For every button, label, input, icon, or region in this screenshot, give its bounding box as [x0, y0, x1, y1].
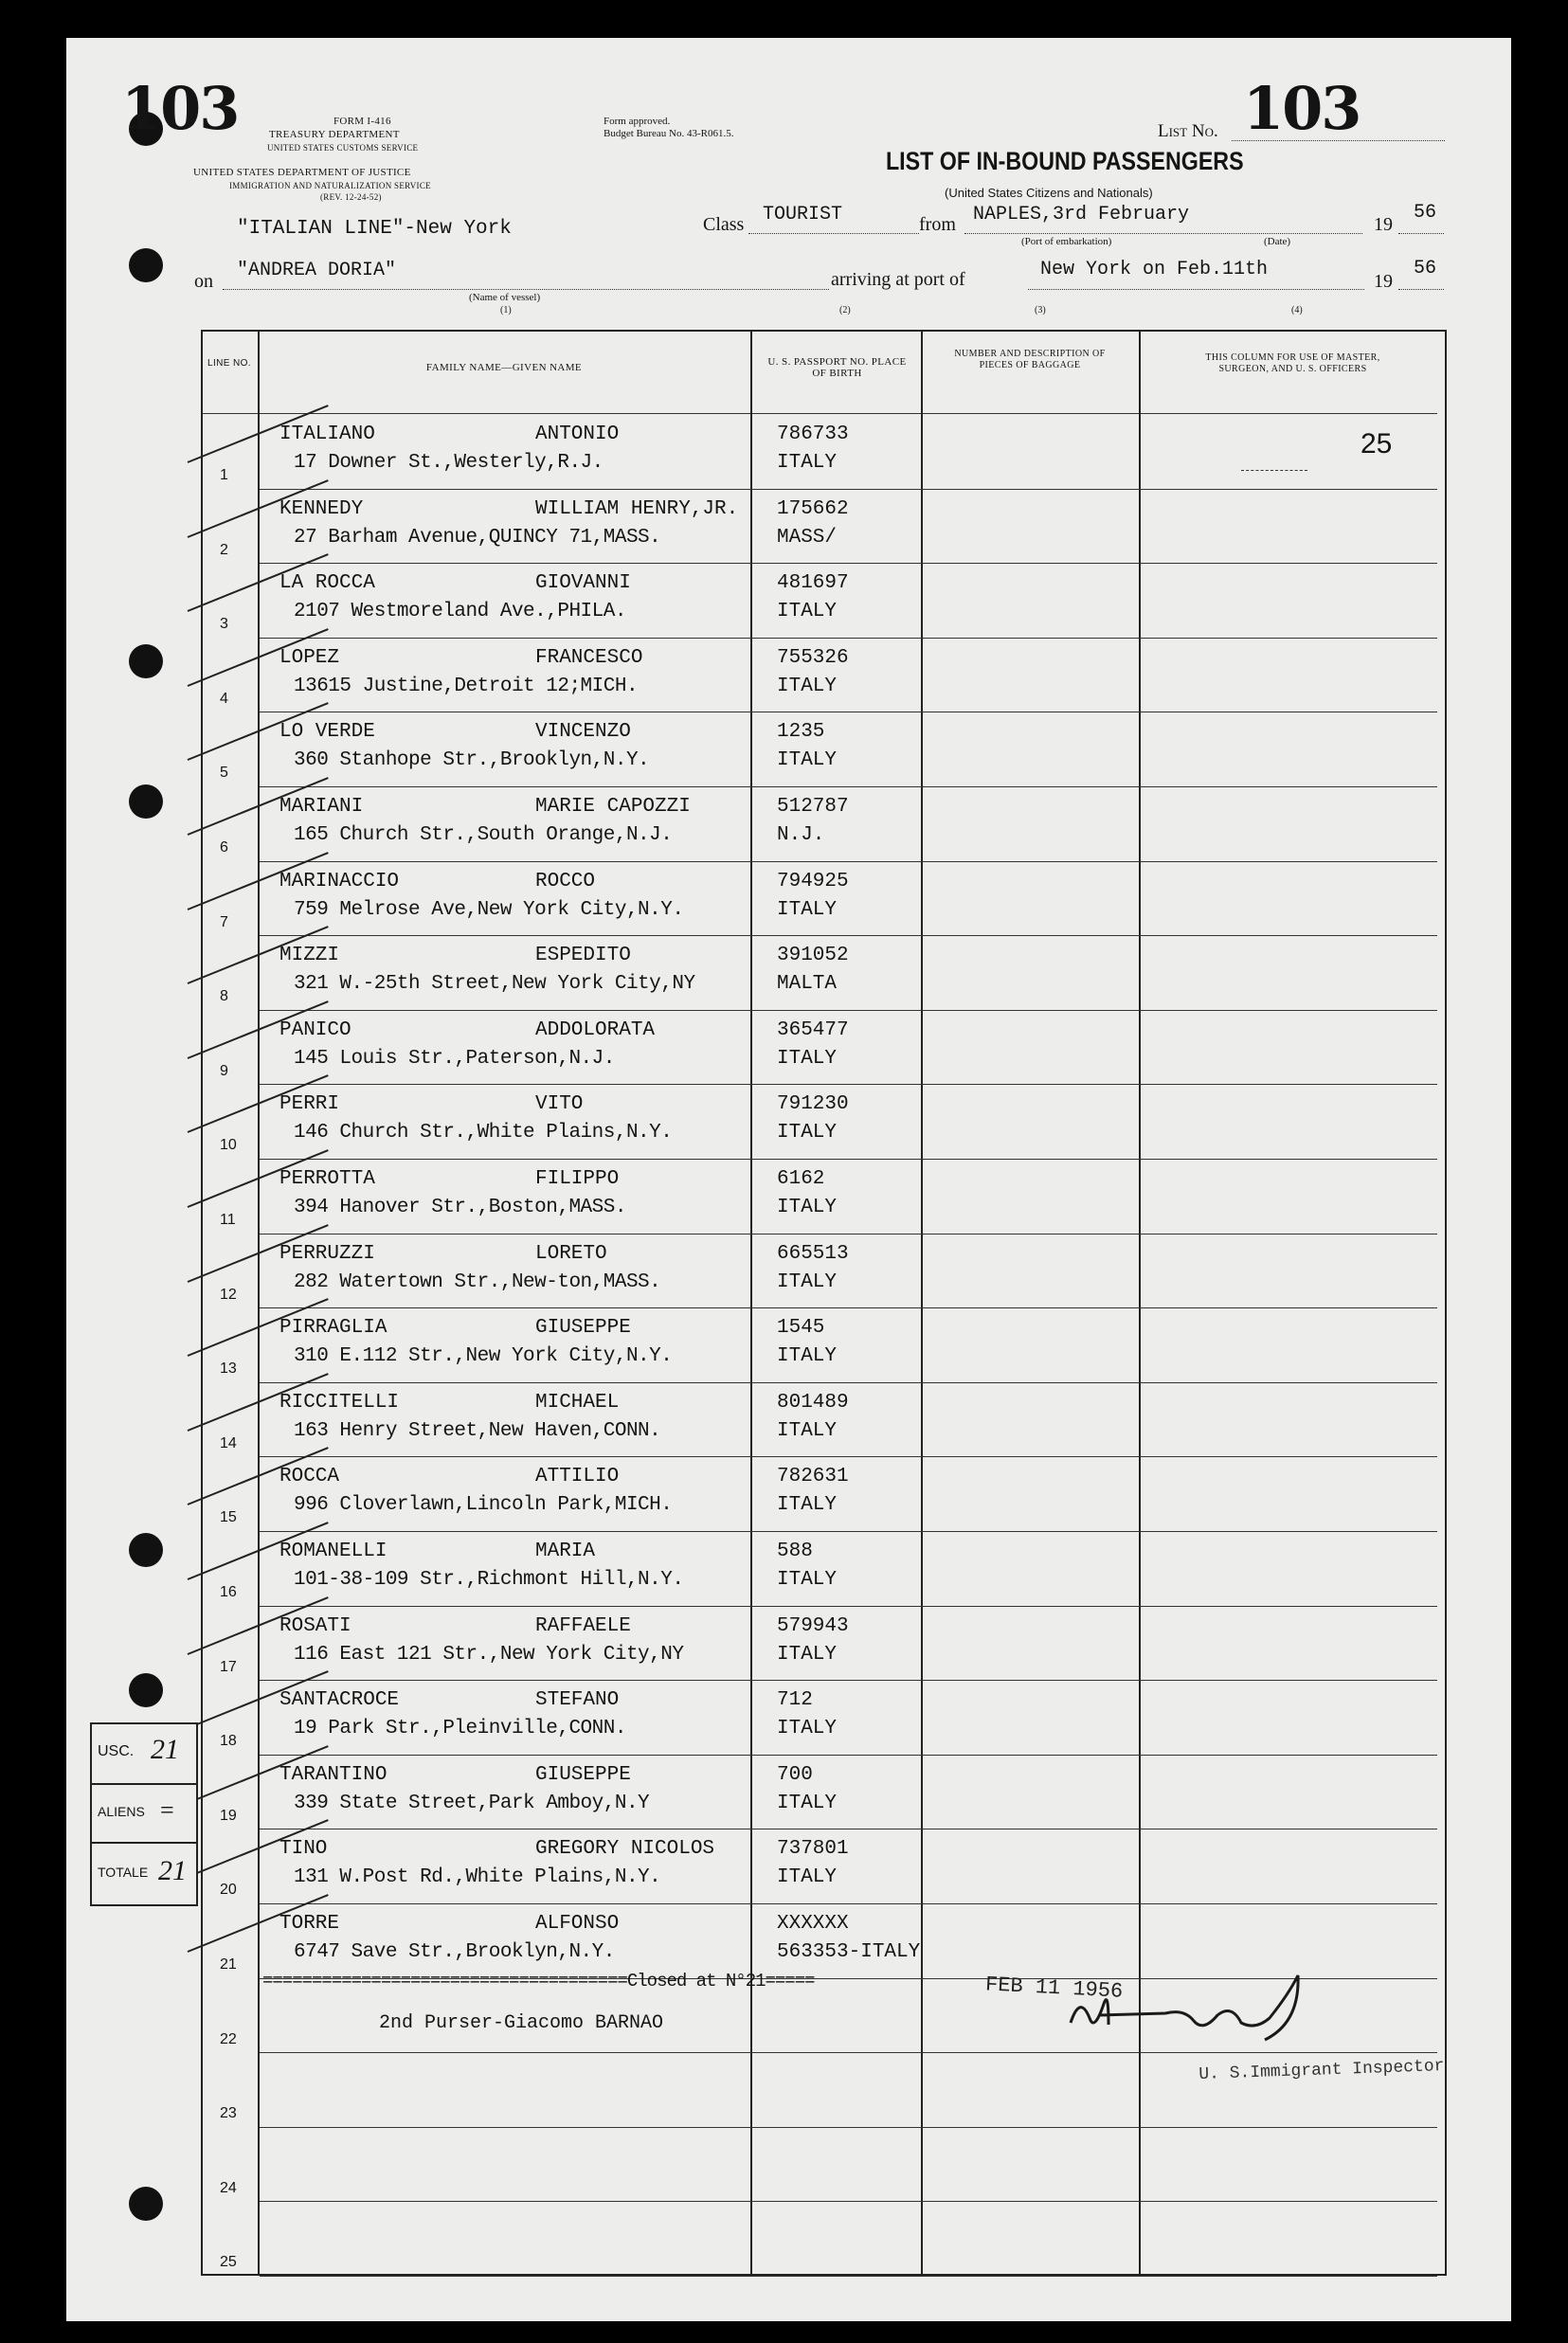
arriving-value: New York on Feb.11th: [1040, 259, 1269, 280]
year-prefix-2: 19: [1374, 271, 1393, 292]
given-name: ADDOLORATA: [535, 1018, 656, 1041]
place-of-birth: N.J.: [777, 824, 825, 846]
punch-hole: [129, 248, 163, 282]
usc-label: USC.: [98, 1743, 135, 1759]
family-name: PERROTTA: [279, 1168, 375, 1190]
passport-number: 588: [777, 1541, 813, 1562]
on-label: on: [194, 271, 213, 292]
place-of-birth: ITALY: [777, 1197, 838, 1218]
passport-number: XXXXXX: [777, 1913, 849, 1935]
line-number: 21: [220, 1956, 237, 1973]
officer-mark: 25: [1361, 428, 1393, 460]
line-number: 17: [220, 1658, 237, 1675]
passport-number: 700: [777, 1763, 813, 1786]
row-rule: [260, 1010, 1437, 1011]
column-caption-2: (2): [839, 305, 851, 315]
line-number: 16: [220, 1584, 237, 1600]
revision: (REV. 12-24-52): [320, 192, 382, 202]
total-label: TOTALE: [98, 1865, 149, 1880]
line-number: 10: [220, 1137, 237, 1154]
address: 146 Church Str.,White Plains,N.Y.: [294, 1122, 673, 1144]
family-name: ROSATI: [279, 1614, 351, 1637]
address: 101-38-109 Str.,Richmont Hill,N.Y.: [294, 1569, 684, 1591]
place-of-birth: ITALY: [777, 1271, 838, 1293]
arriving-label: arriving at port of: [831, 269, 965, 290]
passport-number: 481697: [777, 572, 849, 595]
line-number: 2: [220, 541, 228, 558]
line-number: 12: [220, 1286, 237, 1303]
class-value: TOURIST: [763, 204, 843, 225]
row-rule: [260, 1234, 1437, 1235]
list-no-label: List No.: [1158, 121, 1218, 141]
given-name: ATTILIO: [535, 1466, 620, 1488]
passport-number: 6162: [777, 1168, 825, 1190]
closed-line: =====================================Closed at N°21=====: [262, 1971, 824, 1992]
given-name: FRANCESCO: [535, 646, 643, 669]
address: 6747 Save Str.,Brooklyn,N.Y.: [294, 1941, 615, 1963]
given-name: WILLIAM HENRY,JR.: [535, 497, 739, 520]
col-officers: THIS COLUMN FOR USE OF MASTER, SURGEON, AND U. S. OFFICERS: [1205, 352, 1380, 374]
place-of-birth: ITALY: [777, 1345, 838, 1368]
purser-name: 2nd Purser-Giacomo BARNAO: [379, 2012, 664, 2034]
total-value: 21: [158, 1855, 187, 1886]
place-of-birth: ITALY: [777, 898, 838, 921]
address: 131 W.Post Rd.,White Plains,N.Y.: [294, 1866, 661, 1889]
row-rule: [260, 2127, 1437, 2128]
year-value-1: 56: [1414, 202, 1437, 224]
vessel-caption: (Name of vessel): [469, 292, 541, 303]
place-of-birth: ITALY: [777, 1643, 838, 1666]
page-subtitle: (United States Citizens and Nationals): [945, 186, 1153, 200]
place-of-birth: ITALY: [777, 1419, 838, 1442]
address: 360 Stanhope Str.,Brooklyn,N.Y.: [294, 749, 650, 772]
col-line-no: LINE NO.: [207, 358, 251, 369]
page-title: LIST OF IN-BOUND PASSENGERS: [886, 147, 1244, 175]
row-rule: [260, 2052, 1437, 2053]
given-name: VINCENZO: [535, 721, 631, 744]
aliens-row: [92, 1783, 196, 1844]
place-of-birth: ITALY: [777, 1866, 838, 1889]
line-number: 22: [220, 2030, 237, 2047]
line-number: 8: [220, 988, 228, 1005]
row-rule: [260, 1084, 1437, 1085]
family-name: TARANTINO: [279, 1763, 387, 1786]
passport-number: 712: [777, 1689, 813, 1712]
family-name: ITALIANO: [279, 424, 375, 445]
line-number: 14: [220, 1434, 237, 1451]
form-approved: Form approved.: [604, 116, 671, 127]
address: 13615 Justine,Detroit 12;MICH.: [294, 675, 639, 697]
form-number: FORM I-416: [333, 116, 391, 127]
family-name: TORRE: [279, 1913, 340, 1935]
family-name: RICCITELLI: [279, 1391, 400, 1414]
place-of-birth: ITALY: [777, 452, 838, 474]
line-number: 11: [220, 1212, 236, 1228]
given-name: GIUSEPPE: [535, 1763, 631, 1786]
line-number: 5: [220, 765, 228, 782]
row-rule: [260, 1903, 1437, 1904]
address: 310 E.112 Str.,New York City,N.Y.: [294, 1345, 673, 1368]
justice-dept: UNITED STATES DEPARTMENT OF JUSTICE: [193, 167, 411, 178]
column-caption-1: (1): [500, 305, 512, 315]
row-rule: [260, 1755, 1437, 1756]
place-of-birth: ITALY: [777, 1122, 838, 1144]
line-number: 3: [220, 616, 228, 633]
column-caption-4: (4): [1291, 305, 1303, 315]
place-of-birth: ITALY: [777, 1792, 838, 1814]
punch-hole: [129, 2187, 163, 2221]
usc-row: [92, 1724, 196, 1785]
passport-number: 791230: [777, 1093, 849, 1116]
budget-bureau: Budget Bureau No. 43-R061.5.: [604, 128, 734, 139]
year-value-2: 56: [1414, 258, 1437, 279]
place-of-birth: 563353-ITALY: [777, 1941, 921, 1963]
line-number: 6: [220, 839, 228, 856]
row-rule: [260, 2276, 1437, 2277]
given-name: ESPEDITO: [535, 945, 631, 967]
place-of-birth: ITALY: [777, 1569, 838, 1591]
family-name: PANICO: [279, 1018, 351, 1041]
family-name: ROCCA: [279, 1466, 340, 1488]
vessel-name: "ANDREA DORIA": [237, 260, 397, 281]
given-name: GIUSEPPE: [535, 1317, 631, 1340]
family-name: LOPEZ: [279, 646, 340, 669]
line-number: 18: [220, 1733, 237, 1750]
address: 19 Park Str.,Pleinville,CONN.: [294, 1718, 626, 1740]
given-name: MARIE CAPOZZI: [535, 796, 691, 818]
line-number: 15: [220, 1509, 237, 1526]
given-name: MARIA: [535, 1541, 596, 1562]
place-of-birth: ITALY: [777, 601, 838, 623]
given-name: ROCCO: [535, 870, 596, 892]
port-caption: (Port of embarkation): [1021, 236, 1112, 247]
given-name: VITO: [535, 1093, 584, 1116]
row-rule: [260, 489, 1437, 490]
address: 321 W.-25th Street,New York City,NY: [294, 973, 695, 996]
family-name: MIZZI: [279, 945, 340, 967]
punch-hole: [129, 1673, 163, 1707]
line-number: 4: [220, 690, 228, 707]
place-of-birth: ITALY: [777, 675, 838, 697]
treasury-dept: TREASURY DEPARTMENT: [269, 129, 400, 140]
line-number: 24: [220, 2179, 237, 2196]
address: 27 Barham Avenue,QUINCY 71,MASS.: [294, 526, 661, 549]
line-number: 1: [220, 467, 228, 483]
address: 282 Watertown Str.,New-ton,MASS.: [294, 1271, 661, 1293]
list-number-stamp-right: 103: [1243, 74, 1361, 143]
family-name: MARINACCIO: [279, 870, 400, 892]
punch-hole: [129, 784, 163, 819]
row-rule: [260, 861, 1437, 862]
passport-number: 391052: [777, 945, 849, 967]
given-name: ANTONIO: [535, 424, 620, 445]
passport-number: 512787: [777, 796, 849, 818]
line-number: 7: [220, 913, 228, 930]
inspection-date-stamp: FEB 11 1956: [984, 1973, 1124, 2004]
family-name: KENNEDY: [279, 497, 364, 520]
aliens-value: =: [160, 1796, 174, 1824]
inspector-signature: [1052, 1966, 1326, 2051]
row-rule: [260, 1606, 1437, 1607]
family-name: SANTACROCE: [279, 1689, 400, 1712]
place-of-birth: ITALY: [777, 1494, 838, 1517]
given-name: RAFFAELE: [535, 1614, 631, 1637]
family-name: PIRRAGLIA: [279, 1317, 387, 1340]
punch-hole: [129, 1533, 163, 1567]
passport-number: 1235: [777, 721, 825, 744]
from-value: NAPLES,3rd February: [973, 204, 1190, 225]
place-of-birth: ITALY: [777, 1047, 838, 1070]
row-rule: [260, 563, 1437, 564]
family-name: TINO: [279, 1838, 328, 1861]
address: 145 Louis Str.,Paterson,N.J.: [294, 1047, 615, 1070]
passport-number: 1545: [777, 1317, 825, 1340]
class-label: Class: [703, 214, 745, 235]
date-caption: (Date): [1264, 236, 1291, 247]
line-number: 9: [220, 1062, 228, 1079]
usc-value: 21: [151, 1734, 179, 1765]
passport-number: 665513: [777, 1242, 849, 1265]
place-of-birth: ITALY: [777, 1718, 838, 1740]
row-rule: [260, 1382, 1437, 1383]
place-of-birth: MALTA: [777, 973, 838, 996]
family-name: PERRUZZI: [279, 1242, 375, 1265]
year-prefix-1: 19: [1374, 214, 1393, 235]
row-rule: [260, 786, 1437, 787]
row-rule: [260, 2201, 1437, 2202]
given-name: MICHAEL: [535, 1391, 620, 1414]
from-label: from: [919, 214, 956, 235]
shipping-line: "ITALIAN LINE"-New York: [237, 218, 512, 240]
col-name: FAMILY NAME—GIVEN NAME: [425, 362, 583, 373]
line-number: 20: [220, 1882, 237, 1899]
address: 165 Church Str.,South Orange,N.J.: [294, 824, 673, 846]
passport-number: 794925: [777, 870, 849, 892]
family-name: LA ROCCA: [279, 572, 375, 595]
immigration-service: IMMIGRATION AND NATURALIZATION SERVICE: [229, 181, 431, 190]
row-rule: [260, 935, 1437, 936]
passport-number: 175662: [777, 497, 849, 520]
passport-number: 755326: [777, 646, 849, 669]
address: 2107 Westmoreland Ave.,PHILA.: [294, 601, 626, 623]
punch-hole: [129, 644, 163, 678]
address: 759 Melrose Ave,New York City,N.Y.: [294, 898, 684, 921]
col-baggage: NUMBER AND DESCRIPTION OF PIECES OF BAGGAGE: [954, 349, 1106, 370]
place-of-birth: ITALY: [777, 749, 838, 772]
given-name: LORETO: [535, 1242, 607, 1265]
family-name: PERRI: [279, 1093, 340, 1116]
customs-service: UNITED STATES CUSTOMS SERVICE: [267, 143, 419, 153]
address: 17 Downer St.,Westerly,R.J.: [294, 452, 604, 474]
address: 996 Cloverlawn,Lincoln Park,MICH.: [294, 1494, 673, 1517]
row-rule: [260, 1456, 1437, 1457]
family-name: ROMANELLI: [279, 1541, 387, 1562]
passport-number: 579943: [777, 1614, 849, 1637]
total-row: [92, 1842, 196, 1902]
given-name: GREGORY NICOLOS: [535, 1838, 715, 1861]
row-rule: [260, 1159, 1437, 1160]
given-name: ALFONSO: [535, 1913, 620, 1935]
passenger-count-box: [90, 1722, 198, 1906]
list-number-stamp-left: 103: [121, 74, 239, 143]
column-caption-3: (3): [1035, 305, 1046, 315]
given-name: FILIPPO: [535, 1168, 620, 1190]
address: 163 Henry Street,New Haven,CONN.: [294, 1419, 661, 1442]
inspector-title: U. S.Immigrant Inspector: [1199, 2056, 1445, 2084]
given-name: GIOVANNI: [535, 572, 631, 595]
passport-number: 786733: [777, 424, 849, 445]
address: 394 Hanover Str.,Boston,MASS.: [294, 1197, 626, 1218]
address: 339 State Street,Park Amboy,N.Y: [294, 1792, 650, 1814]
row-rule: [260, 638, 1437, 639]
address: 116 East 121 Str.,New York City,NY: [294, 1643, 684, 1666]
col-passport: U. S. PASSPORT NO. PLACE OF BIRTH: [767, 356, 907, 379]
row-rule: [260, 1307, 1437, 1308]
aliens-label: ALIENS: [98, 1804, 145, 1819]
line-number: 23: [220, 2105, 237, 2122]
given-name: STEFANO: [535, 1689, 620, 1712]
line-number: 19: [220, 1807, 237, 1824]
family-name: LO VERDE: [279, 721, 375, 744]
line-number: 13: [220, 1361, 237, 1378]
passport-number: 782631: [777, 1466, 849, 1488]
passport-number: 737801: [777, 1838, 849, 1861]
place-of-birth: MASS/: [777, 526, 838, 549]
passport-number: 801489: [777, 1391, 849, 1414]
passport-number: 365477: [777, 1018, 849, 1041]
line-number: 25: [220, 2254, 237, 2271]
family-name: MARIANI: [279, 796, 364, 818]
row-rule: [260, 1680, 1437, 1681]
row-rule: [260, 1531, 1437, 1532]
